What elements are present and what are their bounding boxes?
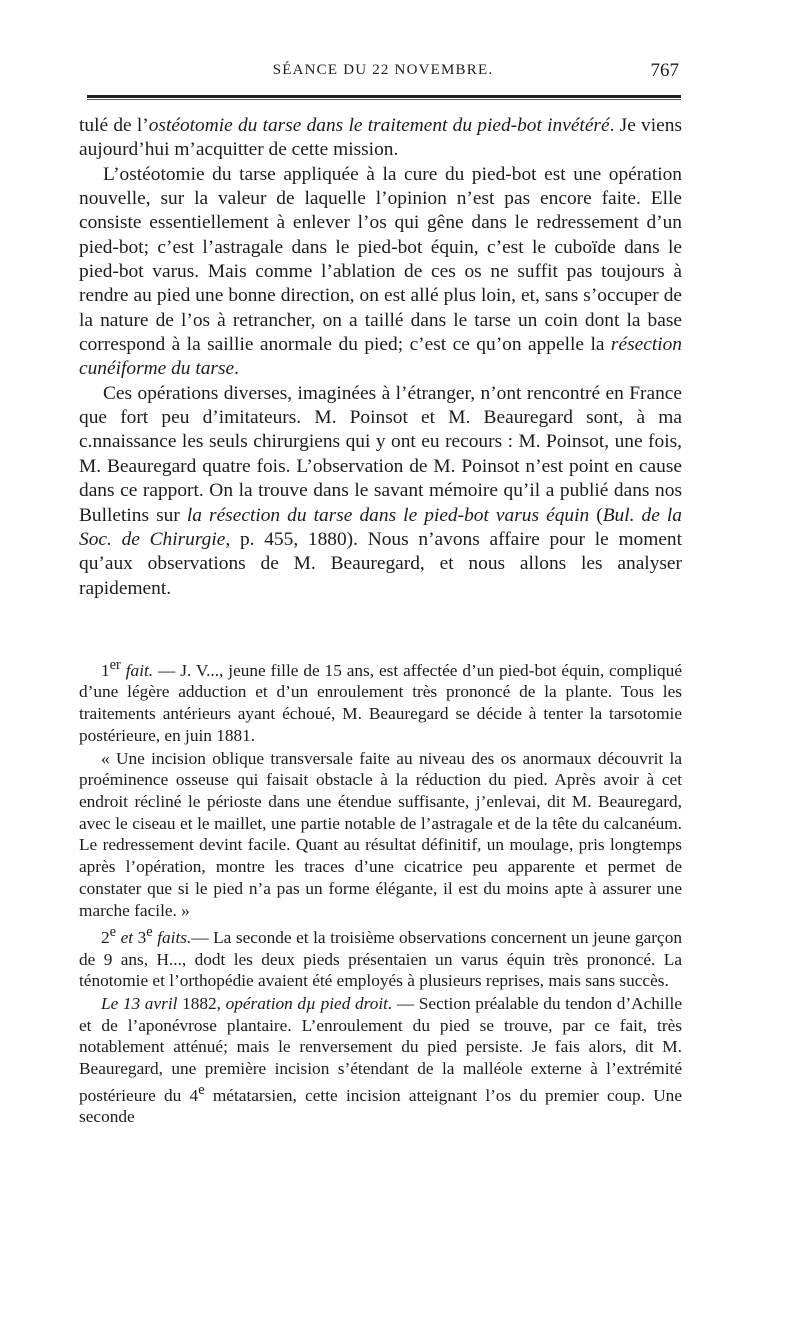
date-lead: Le 13 avril — [101, 994, 178, 1014]
case-quote: « Une incision oblique transversale faite au niveau des os anormaux découvrit la proéminence osseuse qui faisait obstacle à la réduction du pied. Après avoir à cet endroit récliné le périoste dans une étendue suffisante, j’enlevai, dit M. Beauregard, avec le ciseau et le maillet, une partie notable de l’astragale et de la tête du calcanéum. Le redressement devint facile. Quant au résultat définitif, un moulage, pris longtemps après l’opération, montre les traces d’une cicatrice peu apparente et permet de constater que si le pied n’a pas un forme élégante, il est du moins apte à assurer une marche facile. » — [79, 748, 682, 920]
case-notes — [79, 655, 682, 1128]
italic-title: la résection du tarse dans le pied-bot varus équin — [186, 504, 590, 526]
ordinal-suffix: e — [146, 924, 153, 941]
text-run: . Je viens aujourd’hui m’acquitter de cette mission. — [79, 115, 682, 161]
text-run: métatarsien, cette incision atteignant l’os du premier coup. Une seconde — [79, 1085, 682, 1127]
text-run: tulé de l’ — [79, 115, 149, 136]
case-label: fait. — [120, 660, 154, 680]
text-run: — Section préalable du tendon d’Achille et de l’aponévrose plantaire. L’enroulement du pied se trouve, par ce fait, très notablement atténué; mais le renversement du pied persiste. Je fais alors, dit M. Beauregard, une première incision s’étendant de la malléole externe à l’extrémité postérieure du 4 — [79, 994, 683, 1105]
italic-term: résection cunéiforme du tarse — [79, 334, 682, 380]
case-number: 3 — [137, 927, 147, 947]
text-run: — J. V..., jeune fille de 15 ans, est affectée d’un pied-bot équin, compliqué d’une légère adduction et d’un enroulement très prononcé de la plante. Tous les traitements antérieurs ayant échoué, M. Beauregard se décide à tenter la tarsotomie postérieure, en juin 1881. — [79, 660, 682, 745]
header-rule — [87, 95, 681, 100]
case-note-4 — [79, 993, 682, 1128]
case-number: 1 — [101, 660, 110, 680]
text-run: L’ostéotomie du tarse appliquée à la cure du pied-bot est une opération nouvelle, sur la valeur de laquelle l’opinion n’est pas encore faite. Elle consiste essentiellement à enlever l’os qui gêne dans le redressement d’un pied-bot; c’est l’astragale dans le pied-bot équin, c’est le cuboïde dans le pied-bot varus. Mais comme l’ablation de ces os ne suffit pas toujours à rendre au pied une bonne direction, on est allé plus loin, et, sans s’occuper de la nature de l’os à retrancher, on a taillé dans le tarse un coin dont la base correspond à la saillie anormale du pied; c’est ce qu’on appelle la — [79, 163, 682, 356]
text-run: ( — [589, 504, 603, 526]
italic-citation: Bul. de la Soc. de Chirurgie — [79, 504, 683, 550]
ordinal-suffix: e — [198, 1081, 205, 1098]
case-note-2-3 — [79, 922, 682, 992]
paragraph — [79, 114, 682, 163]
operation-label: opération dµ pied droit. — [225, 994, 393, 1014]
running-title: SÉANCE DU 22 NOVEMBRE. — [272, 62, 494, 78]
page-number: 767 — [650, 60, 679, 81]
page-header — [85, 60, 681, 88]
case-number: 2 — [101, 927, 110, 947]
text-run: , p. 455, 1880). Nous n’avons affaire pour le moment qu’aux observations de M. Beauregard, et nous allons les analyser rapidement. — [79, 528, 683, 599]
case-label: faits. — [152, 927, 192, 947]
text-run: — La seconde et la troisième observations concernent un jeune garçon de 9 ans, H..., dodt les deux pieds présentaien un varus équin très prononcé. La ténotomie et l’orthopédie avaient été employés à plusieurs reprises, mais sans succès. — [79, 927, 682, 991]
text-run: Ces opérations diverses, imaginées à l’étranger, n’ont rencontré en France que fort peu d’imitateurs. M. Poinsot et M. Beauregard sont, à ma c.nnaissance les seuls chirurgiens qui y ont eu recours : M. Poinsot, une fois, M. Beauregard quatre fois. L’observation de M. Poinsot n’est point en cause dans ce rapport. On la trouve dans le savant mémoire qu’il a publié dans nos Bulletins sur — [79, 382, 682, 526]
ordinal-suffix: er — [109, 657, 121, 673]
text-run: 1882, — [177, 994, 226, 1014]
case-note-1 — [79, 655, 682, 747]
case-label: et — [116, 927, 138, 947]
paragraph — [79, 163, 682, 382]
text-run: . — [234, 358, 239, 380]
paragraph — [79, 382, 682, 601]
main-text — [79, 114, 682, 601]
ordinal-suffix: e — [109, 924, 117, 941]
article-title: ostéotomie du tarse dans le traitement du pied-bot invétéré — [148, 115, 610, 136]
